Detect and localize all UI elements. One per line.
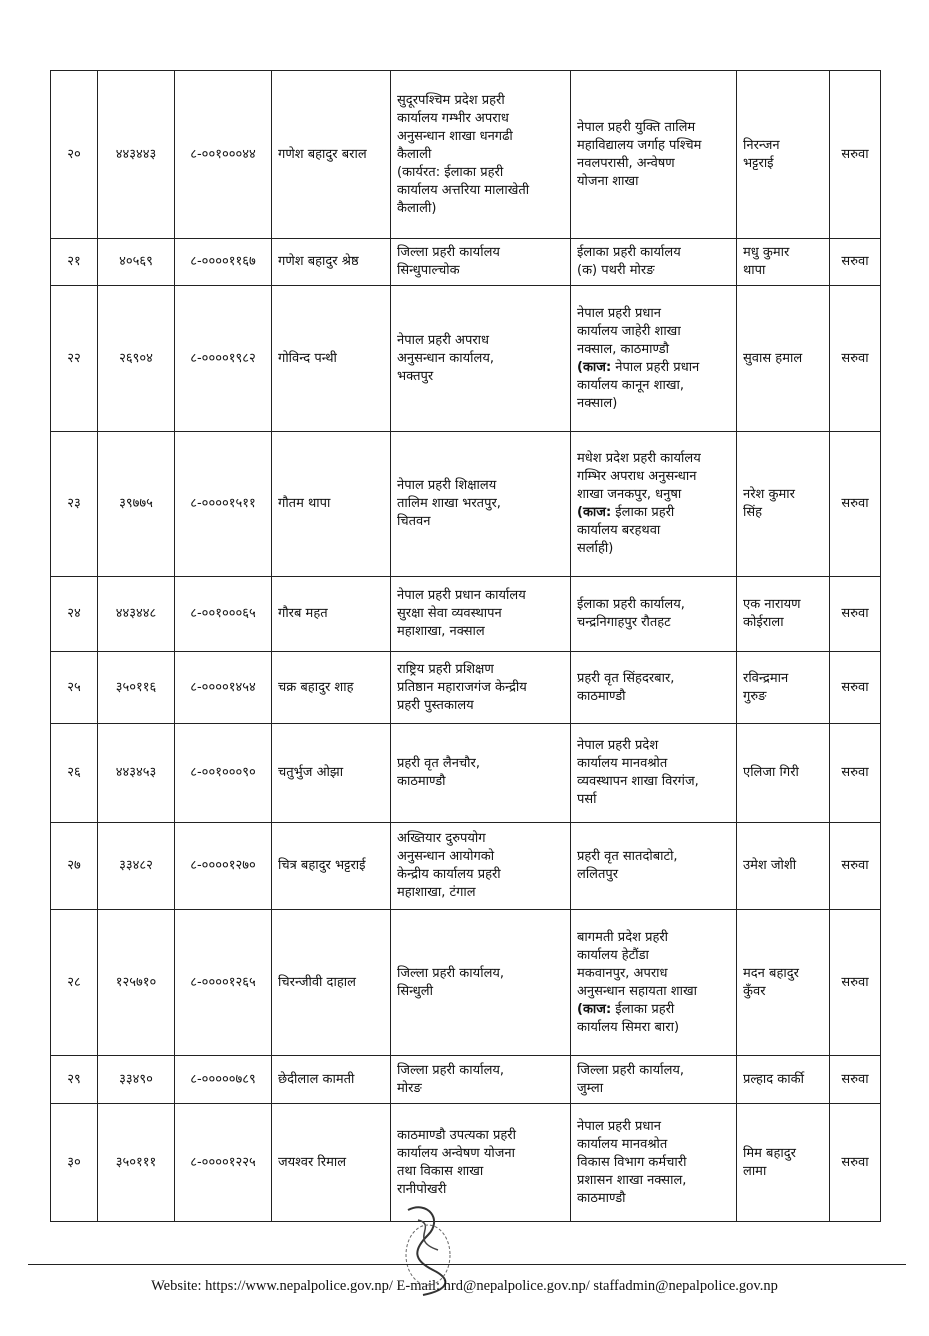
officer-name-cell: गोविन्द पन्थी xyxy=(272,286,391,432)
police-id-cell: ४४३४४८ xyxy=(98,577,175,652)
from-office-cell xyxy=(391,577,571,652)
approver-cell-line: कोईराला xyxy=(743,615,784,630)
approver-cell xyxy=(737,910,830,1056)
from-office-cell-line: महाशाखा, टंगाल xyxy=(397,885,476,900)
status-cell: सरुवा xyxy=(830,1056,881,1104)
to-office-cell-line: शाखा जनकपुर, धनुषा xyxy=(577,487,682,502)
approver-cell-line: एक नारायण xyxy=(743,597,801,612)
serial-number-cell: २८ xyxy=(51,910,98,1056)
from-office-cell-line: अनुसन्धान आयोगको xyxy=(397,849,495,864)
table-row xyxy=(51,286,881,432)
to-office-cell-line: कार्यालय सिमरा बारा) xyxy=(577,1019,680,1035)
employee-code-cell: ८-००१०००९० xyxy=(175,724,272,823)
officer-name-cell: गौतम थापा xyxy=(272,432,391,577)
serial-number-cell: २१ xyxy=(51,239,98,286)
table-row xyxy=(51,1056,881,1104)
approver-cell xyxy=(737,652,830,724)
approver-cell-line: मधु कुमार xyxy=(743,245,790,260)
from-office-cell-line: प्रतिष्ठान महाराजगंज केन्द्रीय xyxy=(397,679,527,695)
from-office-cell-line: कैलाली xyxy=(397,146,432,162)
from-office-cell xyxy=(391,239,571,286)
from-office-cell-line: तथा विकास शाखा xyxy=(397,1163,484,1179)
from-office-cell-line: काठमाण्डौ xyxy=(397,774,446,789)
to-office-cell-line: प्रहरी वृत सिंहदरबार, xyxy=(577,670,675,686)
footer-divider xyxy=(28,1264,906,1265)
approver-cell-line: एलिजा गिरी xyxy=(743,765,799,780)
to-office-cell-line: सर्लाही) xyxy=(577,541,614,556)
serial-number-cell: २६ xyxy=(51,724,98,823)
from-office-cell-line: नेपाल प्रहरी शिक्षालय xyxy=(397,478,497,493)
to-office-cell-line: चन्द्रनिगाहपुर रौतहट xyxy=(577,615,671,630)
to-office-cell-line: जिल्ला प्रहरी कार्यालय, xyxy=(577,1062,685,1078)
to-office-cell-line: बागमती प्रदेश प्रहरी xyxy=(577,929,669,945)
approver-cell-line: प्रल्हाद कार्की xyxy=(743,1071,805,1087)
from-office-cell-line: रानीपोखरी xyxy=(397,1181,447,1197)
police-id-cell: ३३४८२ xyxy=(98,823,175,910)
from-office-cell-line: सुदूरपश्चिम प्रदेश प्रहरी xyxy=(397,92,505,108)
table-row xyxy=(51,823,881,910)
approver-cell-line: गुरुङ xyxy=(743,688,767,704)
to-office-cell-line: (काज: ईलाका प्रहरी xyxy=(577,1001,675,1017)
to-office-cell-line: नेपाल प्रहरी युक्ति तालिम xyxy=(577,119,696,135)
approver-cell-line: लामा xyxy=(743,1163,767,1179)
police-id-cell: ३५०१११ xyxy=(98,1104,175,1222)
transfer-table-wrapper xyxy=(50,70,880,1222)
approver-cell xyxy=(737,239,830,286)
approver-cell-line: भट्टराई xyxy=(743,155,774,171)
employee-code-cell: ८-००००१९८२ xyxy=(175,286,272,432)
officer-name-cell: छेदीलाल कामती xyxy=(272,1056,391,1104)
approver-cell xyxy=(737,286,830,432)
employee-code-cell: ८-००००१२६५ xyxy=(175,910,272,1056)
from-office-cell-line: प्रहरी पुस्तकालय xyxy=(397,697,474,713)
approver-cell xyxy=(737,724,830,823)
from-office-cell-line: राष्ट्रिय प्रहरी प्रशिक्षण xyxy=(397,661,494,677)
status-cell: सरुवा xyxy=(830,239,881,286)
officer-name-cell: चिरन्जीवी दाहाल xyxy=(272,910,391,1056)
police-id-cell: ३३४९० xyxy=(98,1056,175,1104)
from-office-cell xyxy=(391,286,571,432)
to-office-cell xyxy=(571,1104,737,1222)
transfer-table xyxy=(50,70,881,1222)
transfer-table-body xyxy=(51,71,881,1222)
from-office-cell xyxy=(391,724,571,823)
to-office-cell-line: जुम्ला xyxy=(577,1080,604,1096)
to-office-cell-line: कार्यालय कानून शाखा, xyxy=(577,377,684,393)
to-office-cell-line: कार्यालय मानवश्रोत xyxy=(577,1136,668,1152)
serial-number-cell: २७ xyxy=(51,823,98,910)
from-office-cell-line: भक्तपुर xyxy=(397,368,434,384)
officer-name-cell: चतुर्भुज ओझा xyxy=(272,724,391,823)
to-office-cell-line: (काज: ईलाका प्रहरी xyxy=(577,505,675,520)
approver-cell xyxy=(737,432,830,577)
to-office-cell-line: (काज: नेपाल प्रहरी प्रधान xyxy=(577,359,700,375)
to-office-cell-line: व्यवस्थापन शाखा विरगंज, xyxy=(577,774,699,789)
approver-cell xyxy=(737,71,830,239)
officer-name-cell: जयश्वर रिमाल xyxy=(272,1104,391,1222)
to-office-cell xyxy=(571,432,737,577)
officer-name-cell: गौरब महत xyxy=(272,577,391,652)
serial-number-cell: २३ xyxy=(51,432,98,577)
police-id-cell: ४४३४४३ xyxy=(98,71,175,239)
police-id-cell: १२५७१० xyxy=(98,910,175,1056)
police-id-cell: ४०५६९ xyxy=(98,239,175,286)
to-office-cell-line: मकवानपुर, अपराध xyxy=(577,965,668,981)
officer-name-cell: चित्र बहादुर भट्टराई xyxy=(272,823,391,910)
to-office-cell-line: प्रहरी वृत सातदोबाटो, xyxy=(577,849,678,864)
employee-code-cell: ८-००००१४५४ xyxy=(175,652,272,724)
to-office-cell-line: अनुसन्धान सहायता शाखा xyxy=(577,983,697,999)
employee-code-cell: ८-००००१२७० xyxy=(175,823,272,910)
from-office-cell-line: प्रहरी वृत लैनचौर, xyxy=(397,756,480,771)
from-office-cell-line: केन्द्रीय कार्यालय प्रहरी xyxy=(397,867,501,882)
table-row xyxy=(51,71,881,239)
employee-code-cell: ८-००००१२२५ xyxy=(175,1104,272,1222)
approver-cell-line: उमेश जोशी xyxy=(743,858,797,873)
approver-cell-line: नरेश कुमार xyxy=(743,487,795,502)
table-row xyxy=(51,432,881,577)
to-office-cell-line: योजना शाखा xyxy=(577,173,639,189)
approver-cell-line: निरन्जन xyxy=(743,137,780,153)
to-office-cell xyxy=(571,724,737,823)
from-office-cell-line: सुरक्षा सेवा व्यवस्थापन xyxy=(397,606,502,621)
from-office-cell-line: नेपाल प्रहरी अपराध xyxy=(397,332,490,348)
police-id-cell: ४४३४५३ xyxy=(98,724,175,823)
to-office-cell xyxy=(571,1056,737,1104)
to-office-cell-line: मधेश प्रदेश प्रहरी कार्यालय xyxy=(577,451,701,466)
from-office-cell-line: कार्यालय अन्वेषण योजना xyxy=(397,1145,515,1161)
to-office-cell-line: काठमाण्डौ xyxy=(577,1190,626,1206)
to-office-cell xyxy=(571,910,737,1056)
table-row xyxy=(51,652,881,724)
to-office-cell-line: कार्यालय जाहेरी शाखा xyxy=(577,323,681,339)
to-office-cell xyxy=(571,239,737,286)
approver-cell-line: मिम बहादुर xyxy=(743,1145,796,1161)
approver-cell-line: सिंह xyxy=(743,505,763,520)
table-row xyxy=(51,577,881,652)
employee-code-cell: ८-००१०००४४ xyxy=(175,71,272,239)
from-office-cell-line: जिल्ला प्रहरी कार्यालय, xyxy=(397,1062,505,1078)
from-office-cell xyxy=(391,1056,571,1104)
to-office-cell-line: कार्यालय हेटौंडा xyxy=(577,947,649,963)
from-office-cell-line: चितवन xyxy=(397,514,431,529)
to-office-cell-line: प्रशासन शाखा नक्साल, xyxy=(577,1172,687,1188)
from-office-cell-line: मोरङ xyxy=(397,1080,422,1096)
serial-number-cell: २५ xyxy=(51,652,98,724)
status-cell: सरुवा xyxy=(830,910,881,1056)
to-office-cell xyxy=(571,71,737,239)
serial-number-cell: ३० xyxy=(51,1104,98,1222)
table-row xyxy=(51,724,881,823)
to-office-cell-line: नवलपरासी, अन्वेषण xyxy=(577,155,675,171)
approver-cell xyxy=(737,1104,830,1222)
from-office-cell-line: (कार्यरत: ईलाका प्रहरी xyxy=(397,164,504,180)
from-office-cell xyxy=(391,71,571,239)
to-office-cell-line: गम्भिर अपराध अनुसन्धान xyxy=(577,469,697,484)
serial-number-cell: २४ xyxy=(51,577,98,652)
from-office-cell xyxy=(391,432,571,577)
from-office-cell-line: महाशाखा, नक्साल xyxy=(397,624,485,639)
status-cell: सरुवा xyxy=(830,724,881,823)
employee-code-cell: ८-०००००७८९ xyxy=(175,1056,272,1104)
to-office-cell-line: काठमाण्डौ xyxy=(577,688,626,704)
officer-name-cell: गणेश बहादुर बराल xyxy=(272,71,391,239)
table-row xyxy=(51,910,881,1056)
approver-cell xyxy=(737,577,830,652)
from-office-cell-line: अनुसन्धान शाखा धनगढी xyxy=(397,128,513,144)
from-office-cell-line: जिल्ला प्रहरी कार्यालय xyxy=(397,245,500,260)
status-cell: सरुवा xyxy=(830,1104,881,1222)
from-office-cell-line: कैलाली) xyxy=(397,200,437,216)
from-office-cell-line: कार्यालय अत्तरिया मालाखेती xyxy=(397,182,530,198)
to-office-cell-line: महाविद्यालय जर्गाह पश्चिम xyxy=(577,137,702,153)
police-id-cell: ३५०११६ xyxy=(98,652,175,724)
to-office-cell-line: नेपाल प्रहरी प्रदेश xyxy=(577,738,659,753)
to-office-cell-line: नक्साल) xyxy=(577,395,618,411)
from-office-cell-line: अख्तियार दुरुपयोग xyxy=(397,831,486,846)
officer-name-cell: गणेश बहादुर श्रेष्ठ xyxy=(272,239,391,286)
police-id-cell: २६९०४ xyxy=(98,286,175,432)
to-office-cell-line: ईलाका प्रहरी कार्यालय, xyxy=(577,597,685,612)
table-row xyxy=(51,1104,881,1222)
employee-code-cell: ८-००००१५११ xyxy=(175,432,272,577)
to-office-cell xyxy=(571,823,737,910)
to-office-cell-line: पर्सा xyxy=(577,792,597,807)
table-row xyxy=(51,239,881,286)
approver-cell xyxy=(737,823,830,910)
employee-code-cell: ८-००१०००६५ xyxy=(175,577,272,652)
from-office-cell xyxy=(391,823,571,910)
to-office-cell-line: (क) पथरी मोरङ xyxy=(577,263,655,278)
status-cell: सरुवा xyxy=(830,432,881,577)
officer-name-cell: चक्र बहादुर शाह xyxy=(272,652,391,724)
to-office-cell-line: नक्साल, काठमाण्डौ xyxy=(577,341,669,357)
from-office-cell-line: सिन्धुपाल्चोक xyxy=(397,263,460,278)
approver-cell-line: मदन बहादुर xyxy=(743,965,799,981)
to-office-cell xyxy=(571,286,737,432)
approver-cell-line: रविन्द्रमान xyxy=(743,670,789,686)
approver-cell-line: थापा xyxy=(743,263,766,278)
police-id-cell: ३९७७५ xyxy=(98,432,175,577)
to-office-cell-line: ईलाका प्रहरी कार्यालय xyxy=(577,245,681,260)
from-office-cell-line: कार्यालय गम्भीर अपराध xyxy=(397,110,509,126)
to-office-cell-line: विकास विभाग कर्मचारी xyxy=(577,1154,687,1170)
from-office-cell xyxy=(391,652,571,724)
to-office-cell-line: नेपाल प्रहरी प्रधान xyxy=(577,305,662,321)
approver-cell xyxy=(737,1056,830,1104)
approver-cell-line: कुँवर xyxy=(743,983,766,999)
serial-number-cell: २० xyxy=(51,71,98,239)
to-office-cell-line: ललितपुर xyxy=(577,867,619,882)
status-cell: सरुवा xyxy=(830,823,881,910)
status-cell: सरुवा xyxy=(830,652,881,724)
status-cell: सरुवा xyxy=(830,577,881,652)
from-office-cell-line: जिल्ला प्रहरी कार्यालय, xyxy=(397,965,505,981)
approver-cell-line: सुवास हमाल xyxy=(743,350,803,366)
footer-contact: Website: https://www.nepalpolice.gov.np/ E-mail: hrd@nepalpolice.gov.np/ staffadmin@nepalpolice.gov.np xyxy=(151,1278,778,1294)
from-office-cell-line: नेपाल प्रहरी प्रधान कार्यालय xyxy=(397,588,526,603)
serial-number-cell: २९ xyxy=(51,1056,98,1104)
from-office-cell xyxy=(391,910,571,1056)
from-office-cell-line: तालिम शाखा भरतपुर, xyxy=(397,496,501,511)
employee-code-cell: ८-००००११६७ xyxy=(175,239,272,286)
to-office-cell-line: कार्यालय मानवश्रोत xyxy=(577,756,668,771)
to-office-cell xyxy=(571,577,737,652)
from-office-cell-line: अनुसन्धान कार्यालय, xyxy=(397,350,494,366)
to-office-cell xyxy=(571,652,737,724)
serial-number-cell: २२ xyxy=(51,286,98,432)
from-office-cell-line: सिन्धुली xyxy=(397,983,433,999)
status-cell: सरुवा xyxy=(830,286,881,432)
from-office-cell-line: काठमाण्डौ उपत्यका प्रहरी xyxy=(397,1127,516,1143)
status-cell: सरुवा xyxy=(830,71,881,239)
to-office-cell-line: कार्यालय बरहथवा xyxy=(577,523,661,538)
to-office-cell-line: नेपाल प्रहरी प्रधान xyxy=(577,1118,662,1134)
